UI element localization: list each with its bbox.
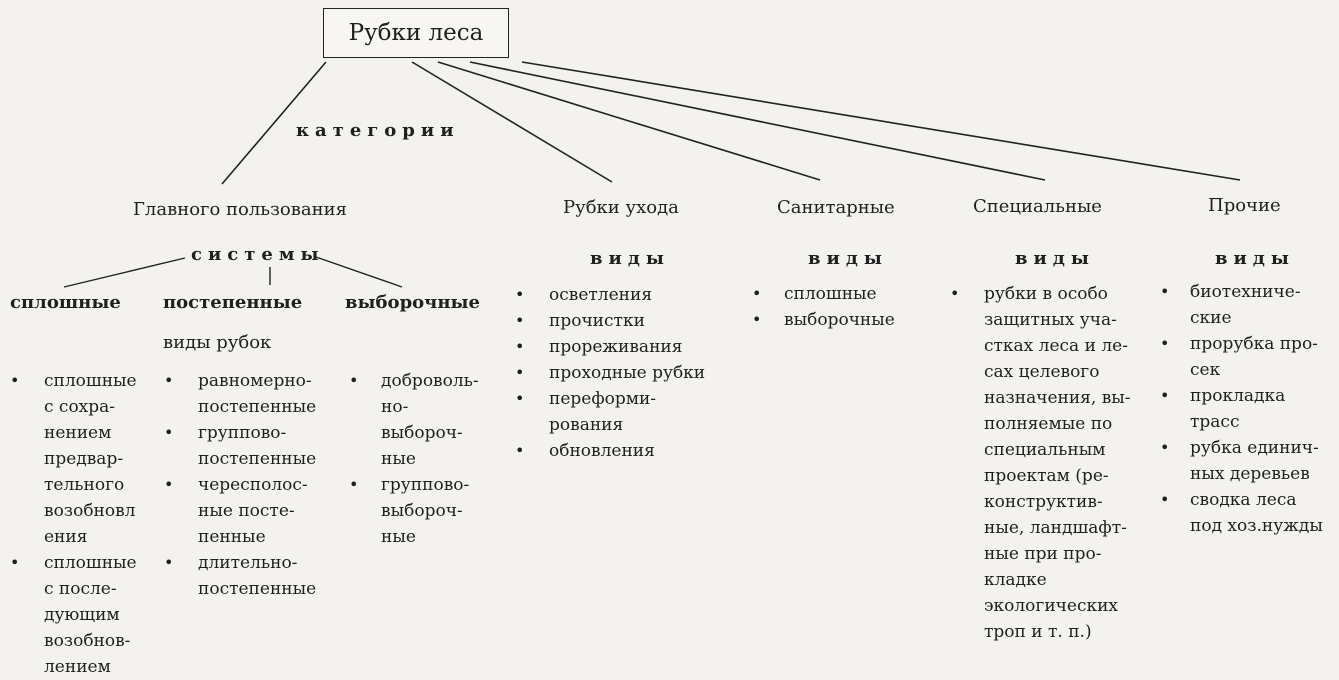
list-item: • переформи- рования — [515, 389, 657, 435]
sanitary-types-label: виды — [808, 248, 888, 269]
list-item: • обновления — [515, 441, 655, 461]
system-continuous-title: сплошные — [10, 292, 121, 313]
other-list — [1160, 279, 1338, 539]
list-item: • рубка единич- ных деревьев — [1160, 438, 1319, 484]
gradual-list — [164, 368, 334, 602]
selective-list — [349, 368, 499, 550]
care-types-label: виды — [590, 248, 670, 269]
line-sys-selective — [316, 257, 402, 287]
list-item: • сводка леса под хоз.нужды — [1160, 490, 1323, 536]
list-item: • осветления — [515, 285, 653, 305]
list-item: • проходные рубки — [515, 363, 706, 383]
special-types-label: виды — [1015, 248, 1095, 269]
list-item: • чересполос- ные посте- пенные — [164, 475, 308, 547]
list-item: • сплошные — [752, 284, 877, 304]
list-item: • группово- выбороч- ные — [349, 475, 470, 547]
list-item: • прочистки — [515, 311, 645, 331]
system-gradual-title: постепенные — [163, 292, 303, 313]
categories-label: категории — [296, 120, 460, 141]
category-main-title: Главного пользования — [133, 199, 347, 220]
system-selective-title: выборочные — [345, 292, 480, 313]
category-sanitary-title: Санитарные — [777, 197, 895, 218]
list-item: • длительно- постепенные — [164, 553, 317, 599]
root-node — [323, 8, 509, 58]
list-item: • выборочные — [752, 310, 895, 330]
category-other-title: Прочие — [1208, 195, 1281, 216]
list-item: • прореживания — [515, 337, 683, 357]
list-item: • рубки в особо защитных уча- стках леса и ле- сах целевого назначения, вы- полняемые по специальным проектам (ре- конструктив- ные, ландшафт- ные при про- кладке экологических троп и т. п.) — [950, 284, 1131, 642]
systems-label: системы — [191, 244, 325, 265]
list-item: • сплошные с после- дующим возобнов- лением — [10, 553, 137, 677]
list-item: • группово- постепенные — [164, 423, 317, 469]
continuous-list — [10, 368, 150, 680]
list-item: • сплошные с сохра- нением предвар- тельного возобновл ения — [10, 371, 137, 547]
special-list — [950, 281, 1140, 645]
gradual-subheading: виды рубок — [163, 332, 272, 353]
line-sys-continuous — [64, 258, 185, 287]
other-types-label: виды — [1215, 248, 1295, 269]
list-item: • прорубка про- сек — [1160, 334, 1318, 380]
care-list — [515, 282, 725, 464]
line-root-special — [470, 62, 1045, 180]
list-item: • прокладка трасс — [1160, 386, 1286, 432]
root-title: Рубки леса — [348, 20, 484, 46]
list-item: • равномерно- постепенные — [164, 371, 317, 417]
list-item: • доброволь- но- выбороч- ные — [349, 371, 479, 469]
sanitary-list — [752, 281, 922, 333]
category-care-title: Рубки ухода — [563, 197, 679, 218]
category-special-title: Специальные — [973, 196, 1102, 217]
list-item: • биотехниче- ские — [1160, 282, 1301, 328]
